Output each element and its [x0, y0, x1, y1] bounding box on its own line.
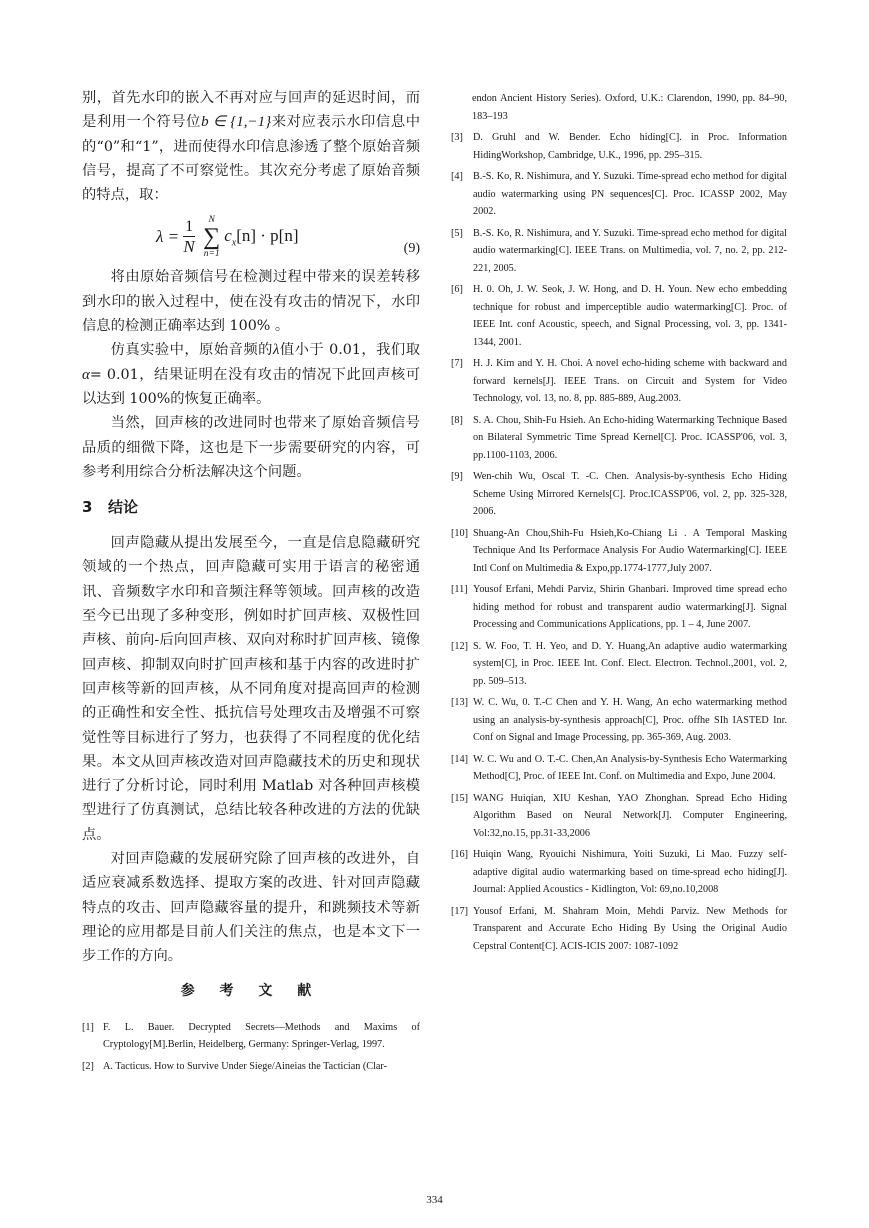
reference-text: Yousof Erfani, Mehdi Parviz, Shirin Ghanbari. Improved time spread echo hiding method for robust and transparent audio watermarking[J]. Signal Processing and Communications Applications, pp. 1 – 4, June 2007. — [473, 584, 787, 630]
equation-9 — [82, 209, 420, 265]
reference-item — [451, 751, 787, 786]
reference-item — [451, 903, 787, 956]
reference-text: Shuang-An Chou,Shih-Fu Hsieh,Ko-Chiang Li . A Temporal Masking Technique And Its Performace Analysis For Audio Watermarking[C]. IEEE Intl Conf on Multimedia & Expo,pp.1774-1777,July 2007. — [473, 527, 787, 574]
reference-number: [7] — [451, 358, 463, 369]
reference-item — [451, 468, 787, 521]
reference-text: W. C. Wu and O. T.-C. Chen,An Analysis-by-Synthesis Echo Watermarking Method[C], Proc. of IEEE Int. Conf. on Multimedia and Expo, June 2004. — [473, 753, 787, 782]
reference-item — [82, 1019, 420, 1054]
reference-number: [9] — [451, 471, 463, 482]
reference-number: [5] — [451, 227, 463, 239]
reference-item — [451, 355, 787, 408]
reference-number: [2] — [82, 1060, 94, 1072]
reference-text: Yousof Erfani, M. Shahram Moin, Mehdi Parviz. New Methods for Transparent and Accurate Echo Hiding By Using the Original Audio Cepstral Content[C]. ACIS-ICIS 2007: 1087-1092 — [473, 905, 787, 952]
reference-item — [451, 581, 787, 634]
equation-number: (9) — [403, 241, 420, 257]
body-paragraph: 将由原始音频信号在检测过程中带来的误差转移到水印的嵌入过程中，使在没有攻击的情况下，水印信息的检测正确率达到 100% 。 — [82, 269, 420, 335]
reference-text: S. A. Chou, Shih-Fu Hsieh. An Echo-hiding Watermarking Technique Based on Bilateral Symmetric Time Spread Kernel[C]. Proc. ICASSP'06, vol. 3, pp.1100-1103, 2006. — [473, 414, 787, 461]
reference-number: [3] — [451, 132, 463, 143]
reference-number: [8] — [451, 414, 463, 426]
equation-lhs: λ = — [156, 227, 180, 247]
reference-number: [15] — [451, 792, 468, 804]
summation — [203, 215, 220, 259]
reference-text: H. J. Kim and Y. H. Choi. A novel echo-hiding scheme with backward and forward kernels[J]. IEEE Trans. on Circuit and System for Video Technology, vol. 13, no. 8, pp. 885-889, Aug.2003. — [473, 358, 787, 404]
reference-item — [451, 168, 787, 221]
reference-text: B.-S. Ko, R. Nishimura, and Y. Suzuki. Time-spread echo method for digital audio watermarking[C]. IEEE Trans. on Multimedia, vol. 7, no. 2, pp. 212-221, 2005. — [473, 227, 787, 274]
references-title: 参 考 文 献 — [180, 982, 322, 999]
reference-number: [6] — [451, 284, 463, 295]
reference-item — [451, 225, 787, 278]
inline-math: λ — [272, 342, 280, 359]
body-paragraph: 仿真实验中，原始音频的λ值小于 0.01，我们取α= 0.01，结果证明在没有攻击的情况下此回声核可以达到 100%的恢复正确率。 — [82, 342, 420, 407]
reference-number: [12] — [451, 640, 468, 652]
sum-upper-limit: N — [208, 215, 215, 226]
inline-math: b ∈ {1,−1} — [201, 114, 272, 131]
reference-number: [13] — [451, 697, 468, 708]
reference-text: WANG Huiqian, XIU Keshan, YAO Zhonghan. Spread Echo Hiding Algorithm Based on Neural Network[J]. Computer Engineering, Vol:32,no.15, pp.31-33,2006 — [473, 792, 787, 839]
reference-number: [17] — [451, 905, 468, 917]
body-paragraph: 对回声隐藏的发展研究除了回声核的改进外，自适应衰减系数选择、提取方案的改进、针对回声隐藏特点的攻击、回声隐藏容量的提升，和跳频技术等新理论的应用都是目前人们关注的焦点，也是本文下一步工作的方向。 — [82, 851, 420, 965]
reference-item — [451, 525, 787, 578]
sum-lower-limit: n=1 — [203, 249, 220, 260]
reference-number: [11] — [451, 584, 468, 595]
body-paragraph: 当然，回声核的改进同时也带来了原始音频信号品质的细微下降，这也是下一步需要研究的内容，可参考利用综合分析法解决这个问题。 — [82, 415, 420, 480]
reference-number: [14] — [451, 753, 468, 765]
reference-text: D. Gruhl and W. Bender. Echo hiding[C]. in Proc. Information HidingWorkshop, Cambridge, U.K., 1996, pp. 295–315. — [473, 132, 787, 161]
reference-item — [451, 281, 787, 351]
section-heading — [82, 495, 420, 519]
reference-text: F. L. Bauer. Decrypted Secrets—Methods and Maxims of Cryptology[M].Berlin, Heidelberg, Germany: Springer-Verlag, 1997. — [103, 1021, 420, 1050]
fraction-numerator: 1 — [185, 217, 194, 235]
reference-number: [1] — [82, 1021, 94, 1033]
reference-text: B.-S. Ko, R. Nishimura, and Y. Suzuki. Time-spread echo method for digital audio watermarking using PN sequences[C]. Proc. ICASSP 2002, May 2002. — [473, 171, 787, 217]
reference-item — [451, 129, 787, 164]
reference-number: [16] — [451, 849, 468, 860]
inline-math: α — [82, 366, 90, 383]
reference-text: Huiqin Wang, Ryouichi Nishimura, Yoiti Suzuki, Li Mao. Fuzzy self-adaptive digital audio watermarking based on time-spread echo hiding[J]. Journal: Applied Acoustics - Kidlington, Vol: 69,no.10,2008 — [473, 849, 787, 895]
reference-text: Wen-chih Wu, Oscal T. -C. Chen. Analysis-by-synthesis Echo Hiding Scheme Using Mirrored Kernels[C]. Proc.ICASSP'06, vol. 2, pp. 325-328, 2006. — [473, 471, 787, 517]
reference-item — [82, 1058, 420, 1076]
left-column — [82, 86, 420, 1079]
reference-number: [10] — [451, 527, 468, 539]
right-column — [451, 90, 787, 959]
reference-text: H. 0. Oh, J. W. Seok, J. W. Hong, and D. H. Youn. New echo embedding technique for robust and imperceptible audio watermarking[C]. Proc. of IEEE Int. conf Acoustic, speech, and Signal Processing, vol. 3, pp. 1341-1344, 2001. — [473, 284, 787, 348]
reference-text: A. Tacticus. How to Survive Under Siege/Aineias the Tactician (Clar- — [103, 1060, 388, 1072]
section-title: 结论 — [108, 498, 139, 517]
sigma-symbol: ∑ — [203, 224, 221, 251]
reference-item — [451, 790, 787, 843]
reference-item — [451, 846, 787, 899]
reference-item — [451, 412, 787, 465]
fraction-denominator: N — [183, 236, 195, 256]
body-paragraph: 别，首先水印的嵌入不再对应与回声的延迟时间，而是利用一个符号位b ∈ {1,−1}来对应表示水印信息中的“0”和“1”，进而使得水印信息渗透了整个原始音频信号，提高了不可察觉性。其次充分考虑了原始音频的特点，取： — [82, 90, 420, 204]
reference-text: W. C. Wu, 0. T.-C Chen and Y. H. Wang, An echo watermarking method using an analysis-by-synthesis approach[C], Proc. offhe SIh IASTED Inr. Conf on Signal and Image Processing, pp. 365-369, Aug. 2003. — [473, 697, 787, 743]
section-number: 3 — [82, 498, 93, 517]
reference-text: S. W. Foo, T. H. Yeo, and D. Y. Huang,An adaptive audio watermarking system[C], in Proc. IEEE Int. Conf. Elect. Electron. Technol.,2001, vol. 2, pp. 509–513. — [473, 640, 787, 687]
reference-item — [451, 638, 787, 691]
reference-continuation: endon Ancient History Series). Oxford, U.K.: Clarendon, 1990, pp. 84–90, 183–193 — [472, 93, 787, 122]
equation-body — [156, 209, 299, 265]
page-number: 334 — [426, 1194, 443, 1206]
fraction — [183, 218, 195, 257]
reference-item — [451, 694, 787, 747]
body-paragraph: 回声隐藏从提出发展至今，一直是信息隐藏研究领域的一个热点，回声隐藏可实用于语言的秘密通讯、音频数字水印和音频注释等领域。回声核的改造至今已出现了多种变形，例如时扩回声核、双极性回声核、前向-后向回声核、双向对称时扩回声核、镜像回声核、抑制双向时扩回声核和基于内容的改进时扩回声核等新的回声核，从不同角度对提高回声的检测的正确性和安全性、抵抗信号处理攻击及增强不可察觉性等目标进行了努力，也获得了不同程度的优化结果。本文从回声核改造对回声隐藏技术的历史和现状进行了分析讨论，同时利用 Matlab 对各种回声核模型进行了仿真测试，总结比较各种改进的方法的优缺点。 — [82, 535, 420, 843]
equation-term: $c_x[n] \cdot p[n]$ — [224, 226, 299, 249]
reference-number: [4] — [451, 171, 463, 182]
